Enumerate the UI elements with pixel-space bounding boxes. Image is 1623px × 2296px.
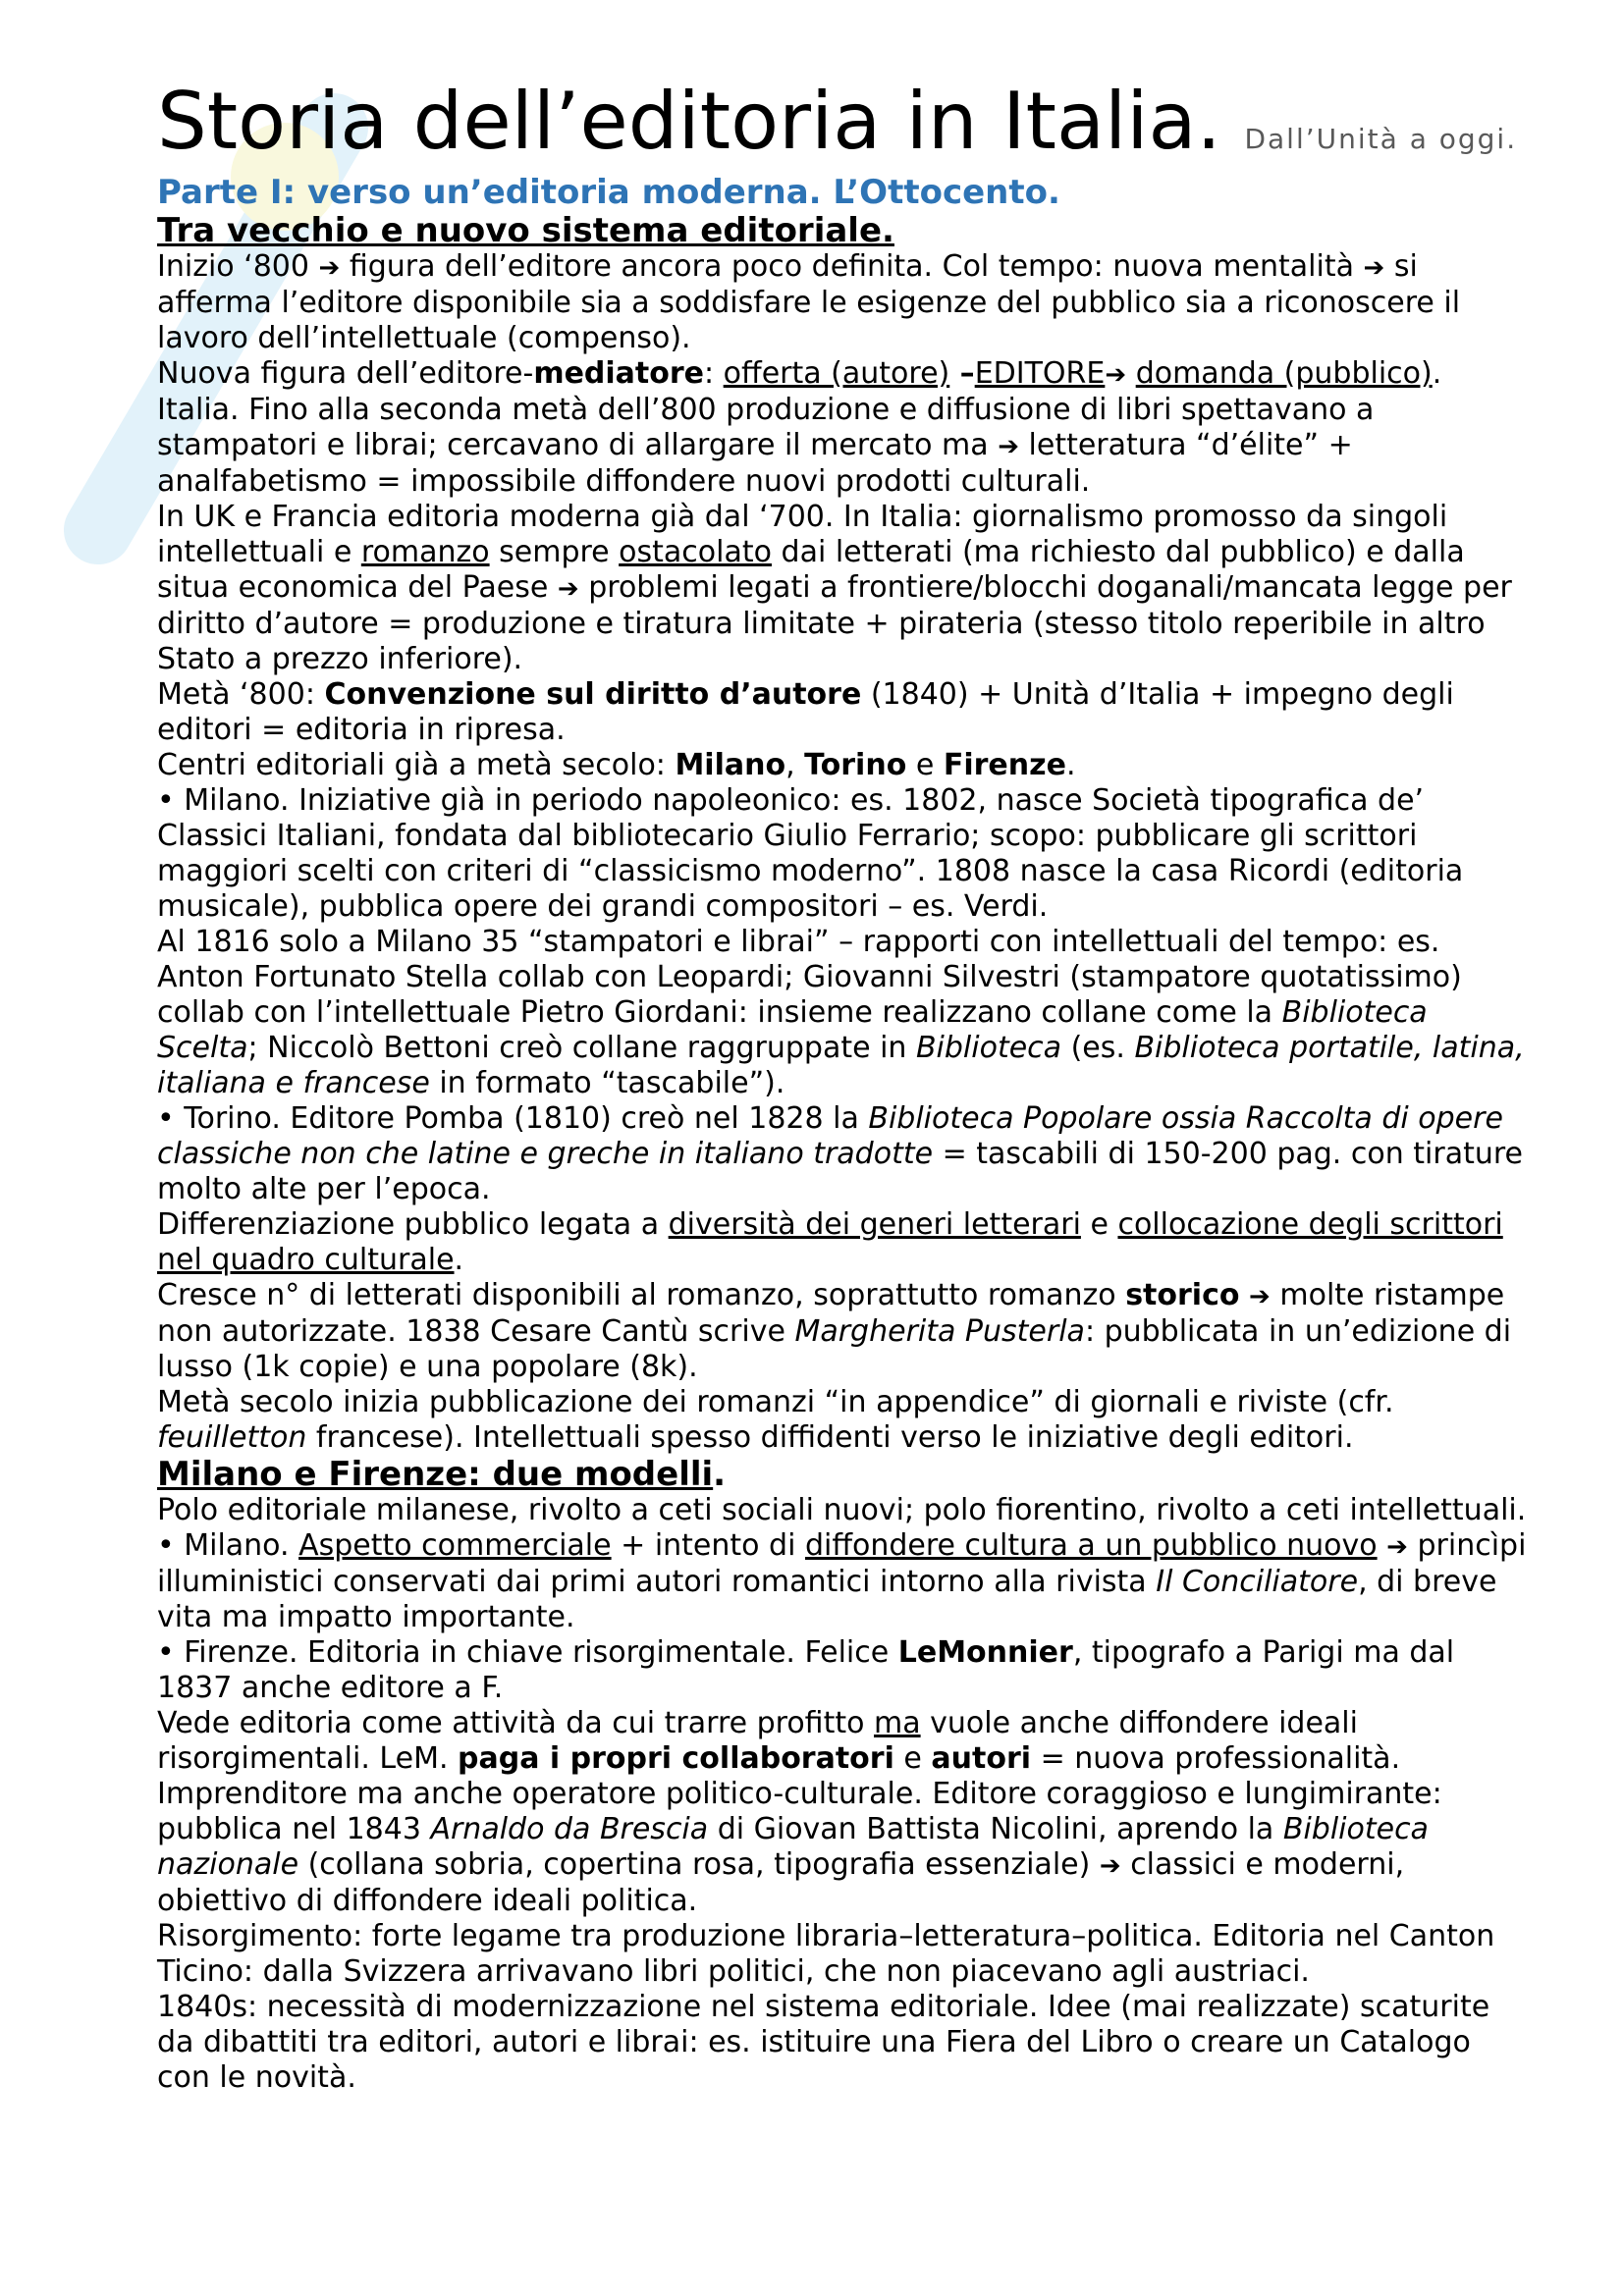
title-row bbox=[157, 77, 1532, 167]
paragraph-6: Centri editoriali già a metà secolo: Milano, Torino e Firenze. bbox=[157, 748, 1076, 782]
paragraph-1: Inizio ‘800 ➔ figura dell’editore ancora poco definita. Col tempo: nuova mentalità ➔ si afferma l’editore disponibile sia a soddisfare le esigenze del pubblico sia a riconoscere il lavoro dell’intellettuale (compenso). bbox=[157, 249, 1461, 355]
paragraph-15: • Firenze. Editoria in chiave risorgimentale. Felice LeMonnier, tipografo a Parigi ma dal 1837 anche editore a F. bbox=[157, 1635, 1455, 1705]
paragraph-17: Imprenditore ma anche operatore politico-culturale. Editore coraggioso e lungimirante: pubblica nel 1843 Arnaldo da Brescia di Giovan Battista Nicolini, aprendo la Biblioteca nazionale (collana sobria, copertina rosa, tipografia essenziale) ➔ classici e moderni, obiettivo di diffondere ideali politica. bbox=[157, 1777, 1442, 1918]
section-heading-1: Tra vecchio e nuovo sistema editoriale. bbox=[157, 211, 894, 250]
paragraph-14: • Milano. Aspetto commerciale + intento di diffondere cultura a un pubblico nuovo ➔ princìpi illuministici conservati dai primi autori romantici intorno alla rivista Il Conciliatore, di breve vita ma impatto importante. bbox=[157, 1528, 1527, 1634]
paragraph-3: Italia. Fino alla seconda metà dell’800 produzione e diffusione di libri spettavano a stampatori e librai; cercavano di allargare il mercato ma ➔ letteratura “d’élite” + analfabetismo = impossibile diffondere nuovi prodotti culturali. bbox=[157, 393, 1375, 499]
paragraph-9: • Torino. Editore Pomba (1810) creò nel 1828 la Biblioteca Popolare ossia Raccolta di opere classiche non che latine e greche in italiano tradotte = tascabili di 150-200 pag. con tirature molto alte per l’epoca. bbox=[157, 1101, 1523, 1206]
arrow-right-icon: ➔ bbox=[1249, 1282, 1271, 1311]
page-title: Storia dell’editoria in Italia. bbox=[157, 76, 1221, 167]
paragraph-7: • Milano. Iniziative già in periodo napoleonico: es. 1802, nasce Società tipografica de’ Classici Italiani, fondata dal bibliotecario Giulio Ferrario; scopo: pubblicare gli scrittori maggiori scelti con criteri di “classicismo moderno”. 1808 nasce la casa Ricordi (editoria musicale), pubblica opere dei grandi compositori – es. Verdi. bbox=[157, 783, 1464, 924]
paragraph-13: Polo editoriale milanese, rivolto a ceti sociali nuovi; polo fiorentino, rivolto a ceti intellettuali. bbox=[157, 1493, 1527, 1527]
arrow-right-icon: ➔ bbox=[1099, 1851, 1121, 1881]
arrow-right-icon: ➔ bbox=[318, 253, 341, 283]
paragraph-8: Al 1816 solo a Milano 35 “stampatori e librai” – rapporti con intellettuali del tempo: es. Anton Fortunato Stella collab con Leopardi; Giovanni Silvestri (stampatore quotatissimo) collab con l’intellettuale Pietro Giordani: insieme realizzano collane come la Biblioteca Scelta; Niccolò Bettoni creò collane raggruppate in Biblioteca (es. Biblioteca portatile, latina, italiana e francese in formato “tascabile”). bbox=[157, 925, 1525, 1100]
arrow-right-icon: ➔ bbox=[1105, 360, 1127, 390]
paragraph-19: 1840s: necessità di modernizzazione nel sistema editoriale. Idee (mai realizzate) scaturite da dibattiti tra editori, autori e librai: es. istituire una Fiera del Libro o creare un Catalogo con le novità. bbox=[157, 1990, 1490, 2095]
paragraph-16: Vede editoria come attività da cui trarre profitto ma vuole anche diffondere ideali risorgimentali. LeM. paga i propri collaboratori e autori = nuova professionalità. bbox=[157, 1706, 1401, 1776]
paragraph-11: Cresce n° di letterati disponibili al romanzo, soprattutto romanzo storico ➔ molte ristampe non autorizzate. 1838 Cesare Cantù scrive Margherita Pusterla: pubblicata in un’edizione di lusso (1k copie) e una popolare (8k). bbox=[157, 1278, 1512, 1384]
arrow-right-icon: ➔ bbox=[1363, 253, 1385, 283]
paragraph-18: Risorgimento: forte legame tra produzione libraria–letteratura–politica. Editoria nel Canton Ticino: dalla Svizzera arrivavano libri politici, che non piacevano agli austriaci. bbox=[157, 1919, 1495, 1989]
paragraph-4: In UK e Francia editoria moderna già dal ‘700. In Italia: giornalismo promosso da singoli intellettuali e romanzo sempre ostacolato dai letterati (ma richiesto dal pubblico) e dalla situa economica del Paese ➔ problemi legati a frontiere/blocchi doganali/mancata legge per diritto d’autore = produzione e tiratura limitate + pirateria (stesso titolo reperibile in altro Stato a prezzo inferiore). bbox=[157, 500, 1512, 676]
paragraph-12: Metà secolo inizia pubblicazione dei romanzi “in appendice” di giornali e riviste (cfr. feuilletton francese). Intellettuali spesso diffidenti verso le iniziative degli editori. bbox=[157, 1385, 1394, 1455]
paragraph-10: Differenziazione pubblico legata a diversità dei generi letterari e collocazione degli scrittori nel quadro culturale. bbox=[157, 1207, 1503, 1277]
arrow-right-icon: ➔ bbox=[998, 432, 1019, 461]
arrow-right-icon: ➔ bbox=[1386, 1532, 1408, 1562]
arrow-right-icon: ➔ bbox=[557, 574, 579, 604]
part-heading: Parte I: verso un’editoria moderna. L’Ottocento. bbox=[157, 173, 1060, 212]
document-page bbox=[157, 77, 1532, 2096]
section-heading-2: Milano e Firenze: due modelli. bbox=[157, 1455, 727, 1494]
paragraph-2: Nuova figura dell’editore-mediatore: offerta (autore) –EDITORE➔ domanda (pubblico). bbox=[157, 356, 1442, 391]
paragraph-5: Metà ‘800: Convenzione sul diritto d’autore (1840) + Unità d’Italia + impegno degli editori = editoria in ripresa. bbox=[157, 677, 1454, 747]
page-subtitle: Dall’Unità a oggi. bbox=[1244, 123, 1518, 155]
